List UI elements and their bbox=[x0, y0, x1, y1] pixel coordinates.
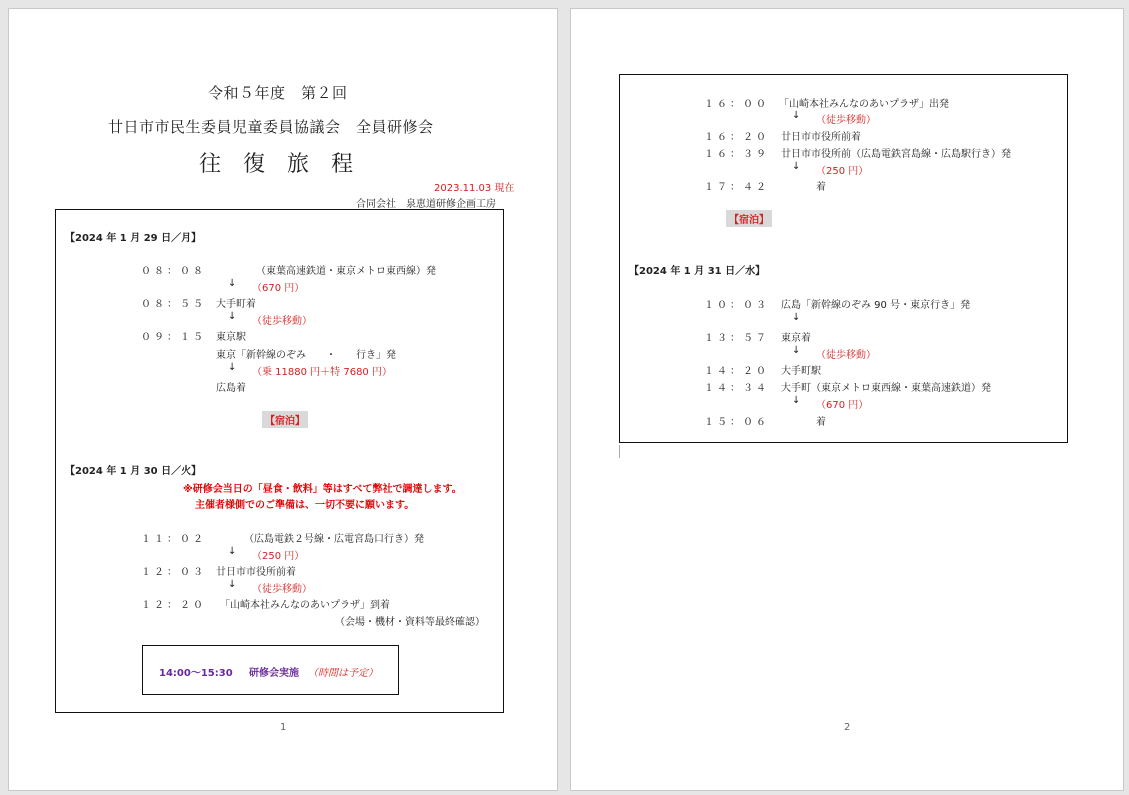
title-line-1: 令和５年度 第２回 bbox=[208, 84, 348, 102]
day3-time-5: １５：０６ bbox=[704, 417, 769, 428]
arrow-down-icon: ↓ bbox=[792, 395, 801, 406]
document-page-2 bbox=[570, 8, 1124, 791]
as-of-date: 2023.11.03 現在 bbox=[434, 183, 515, 194]
p2-fare-1: （徒歩移動） bbox=[816, 115, 876, 126]
p2-desc-1: 「山崎本社みんなのあいプラザ」出発 bbox=[779, 99, 949, 110]
day1-fare-2: （徒歩移動） bbox=[252, 316, 312, 327]
p2-time-1: １６：００ bbox=[704, 99, 769, 110]
day3-desc-5: 着 bbox=[816, 417, 826, 428]
page-number: 2 bbox=[844, 722, 851, 733]
day3-header: 【2024 年 1 月 31 日／水】 bbox=[629, 266, 766, 277]
day3-desc-4: 大手町（東京メトロ東西線・東葉高速鉄道）発 bbox=[781, 383, 991, 394]
p2-desc-2: 廿日市市役所前着 bbox=[781, 132, 861, 143]
day1-stay-label: 【宿泊】 bbox=[262, 411, 308, 428]
p2-time-2: １６：２０ bbox=[704, 132, 769, 143]
p2-fare-2: （250 円） bbox=[816, 166, 869, 177]
arrow-down-icon: ↓ bbox=[228, 546, 237, 557]
day3-time-3: １４：２０ bbox=[704, 366, 769, 377]
day3-fare-2: （徒歩移動） bbox=[816, 350, 876, 361]
day3-desc-1: 広島「新幹線のぞみ 90 号・東京行き」発 bbox=[781, 300, 971, 311]
day3-time-2: １３：５７ bbox=[704, 333, 769, 344]
p2-time-4: １７：４２ bbox=[704, 182, 769, 193]
p2-desc-3: 廿日市市役所前（広島電鉄宮島線・広島駅行き）発 bbox=[781, 149, 1011, 160]
day3-desc-3: 大手町駅 bbox=[781, 366, 821, 377]
day3-time-1: １０：０３ bbox=[704, 300, 769, 311]
day2-time-2: １２：０３ bbox=[141, 567, 206, 578]
company-name: 合同会社 泉恵道研修企画工房 bbox=[356, 199, 496, 210]
day2-desc-2: 廿日市市役所前着 bbox=[216, 567, 296, 578]
arrow-down-icon: ↓ bbox=[792, 312, 801, 323]
p2-time-3: １６：３９ bbox=[704, 149, 769, 160]
text-cursor bbox=[619, 445, 620, 458]
day2-desc-1: （広島電鉄２号線・広電宮島口行き）発 bbox=[244, 534, 424, 545]
arrow-down-icon: ↓ bbox=[228, 362, 237, 373]
day1-desc-4: 東京「新幹線のぞみ ・ 行き」発 bbox=[216, 350, 396, 361]
arrow-down-icon: ↓ bbox=[228, 278, 237, 289]
arrow-down-icon: ↓ bbox=[792, 345, 801, 356]
day2-time-1: １１：０２ bbox=[141, 534, 206, 545]
title-line-2: 廿日市市民生委員児童委員協議会 全員研修会 bbox=[108, 118, 434, 136]
day1-fare-1: （670 円） bbox=[252, 283, 305, 294]
day2-header: 【2024 年 1 月 30 日／火】 bbox=[65, 466, 202, 477]
day1-desc-1: （東葉高速鉄道・東京メトロ東西線）発 bbox=[256, 266, 436, 277]
day1-time-2: ０８：５５ bbox=[141, 299, 206, 310]
day2-notice-1: ※研修会当日の「昼食・飲料」等はすべて弊社で調達します。 bbox=[183, 484, 462, 495]
arrow-down-icon: ↓ bbox=[228, 579, 237, 590]
day1-desc-2: 大手町着 bbox=[216, 299, 256, 310]
day3-desc-2: 東京着 bbox=[781, 333, 811, 344]
day2-fare-1: （250 円） bbox=[252, 551, 305, 562]
day1-desc-5: 広島着 bbox=[216, 383, 246, 394]
day2-desc-4: （会場・機材・資料等最終確認） bbox=[335, 617, 485, 628]
document-page-1 bbox=[8, 8, 558, 791]
session-label: 研修会実施 bbox=[249, 668, 299, 679]
day1-fare-3: （乗 11880 円＋特 7680 円） bbox=[252, 367, 392, 378]
day3-time-4: １４：３４ bbox=[704, 383, 769, 394]
arrow-down-icon: ↓ bbox=[792, 110, 801, 121]
day1-time-3: ０９：１５ bbox=[141, 332, 206, 343]
arrow-down-icon: ↓ bbox=[792, 161, 801, 172]
arrow-down-icon: ↓ bbox=[228, 311, 237, 322]
day2-time-3: １２：２０ bbox=[141, 600, 206, 611]
session-time: 14:00～15:30 bbox=[159, 668, 233, 679]
page-number: 1 bbox=[280, 722, 287, 733]
day2-desc-3: 「山崎本社みんなのあいプラザ」到着 bbox=[220, 600, 390, 611]
day3-fare-3: （670 円） bbox=[816, 400, 869, 411]
day1-time-1: ０８：０８ bbox=[141, 266, 206, 277]
session-note: （時間は予定） bbox=[308, 668, 378, 679]
day2-notice-2: 主催者様側でのご準備は、一切不要に願います。 bbox=[195, 500, 415, 511]
day1-header: 【2024 年 1 月 29 日／月】 bbox=[65, 233, 202, 244]
title-line-3: 往復旅程 bbox=[199, 152, 376, 177]
p2-desc-4: 着 bbox=[816, 182, 826, 193]
p2-stay-label: 【宿泊】 bbox=[726, 210, 772, 227]
day1-desc-3: 東京駅 bbox=[216, 332, 246, 343]
day2-fare-2: （徒歩移動） bbox=[252, 584, 312, 595]
